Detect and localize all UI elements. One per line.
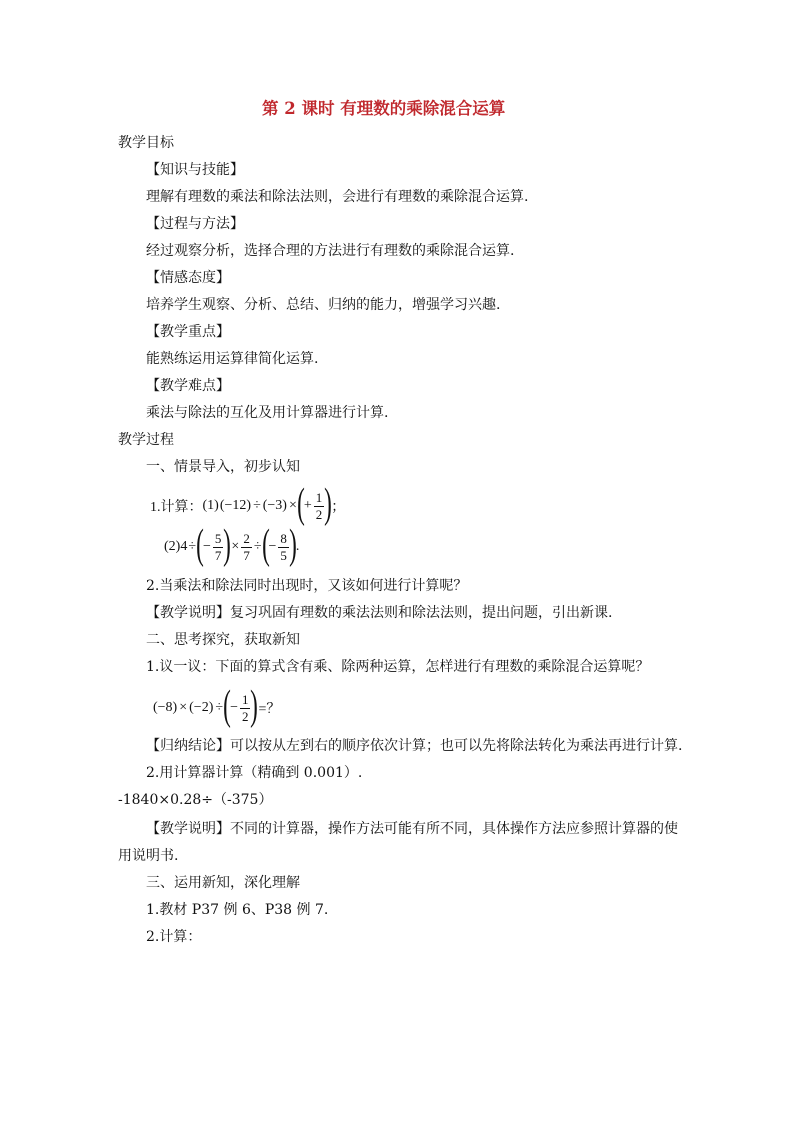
calc-1-term-a: (−12) [219,498,252,513]
question-2: 2.当乘法和除法同时出现时，又该如何进行计算呢？ [146,578,468,594]
key-heading: 【教学重点】 [146,324,230,340]
numerator: 1 [315,489,323,505]
teaching-note-1: 【教学说明】复习巩固有理数的乘法法则和除法法则，提出问题，引出新课. [146,605,613,621]
calculator-expression: -1840×0.28÷（-375） [118,792,273,808]
knowledge-heading: 【知识与技能】 [146,162,244,178]
minus-sign: − [230,700,238,715]
left-paren-icon: ( [223,683,231,729]
process-heading: 【过程与方法】 [146,216,244,232]
calc-1-expression [150,481,346,527]
calculator-task: 2.用计算器计算（精确到 0.001）. [146,765,363,781]
difficulty-text: 乘法与除法的互化及用计算器进行计算. [146,405,389,421]
key-text: 能熟练运用运算律简化运算. [146,351,319,367]
left-paren-icon: ( [297,481,305,527]
times-sign: × [179,700,188,715]
divide-sign: ÷ [253,498,261,513]
denominator: 2 [315,506,323,522]
divide-sign: ÷ [188,539,197,554]
divide-sign: ÷ [215,700,224,715]
section-1-heading: 一、情景导入，初步认知 [146,459,300,475]
emotion-heading: 【情感态度】 [146,270,230,286]
procedure-heading: 教学过程 [118,432,174,448]
numerator: 1 [241,691,249,707]
calculation-3-label: 2.计算： [146,929,202,945]
period: . [295,539,300,554]
right-paren-icon: ) [324,481,333,527]
fraction [278,531,289,564]
fraction [213,531,224,564]
knowledge-text: 理解有理数的乘法和除法法则，会进行有理数的乘除混合运算. [146,189,529,205]
denominator: 7 [214,547,222,563]
right-paren-icon: ) [250,683,259,729]
minus-sign: − [268,539,277,554]
denominator: 7 [243,547,250,563]
times-sign: × [288,498,297,513]
fraction [241,531,252,564]
section-2-heading: 二、思考探究，获取新知 [146,632,300,648]
objectives-heading: 教学目标 [118,135,174,151]
calc-2-expression [164,522,300,568]
expr-term-a: (−8) [153,700,178,715]
denominator: 5 [280,547,287,563]
times-sign: × [231,539,240,554]
fraction [240,692,251,725]
numerator: 2 [243,530,250,546]
calc-1-term-b: (−3) [262,498,287,513]
equals-question: =？ [258,702,281,717]
denominator: 2 [241,708,249,724]
calc-2-prefix: (2)4 [164,539,188,554]
teaching-note-2-line-2: 用说明书. [118,848,179,864]
teaching-note-2-line-1: 【教学说明】不同的计算器，操作方法可能有所不同，具体操作方法应参照计算器的使 [146,821,678,837]
textbook-reference: 1.教材 P37 例 6、P38 例 7. [146,902,329,918]
expr-term-b: (−2) [189,700,214,715]
process-text: 经过观察分析，选择合理的方法进行有理数的乘除混合运算. [146,243,515,259]
plus-sign: + [303,498,312,513]
discussion-expression [152,683,281,729]
difficulty-heading: 【教学难点】 [146,378,230,394]
right-paren-icon: ) [223,522,232,568]
page-title: 第 2 课时 有理数的乘除混合运算 [262,99,506,118]
section-3-heading: 三、运用新知，深化理解 [146,875,300,891]
conclusion: 【归纳结论】可以按从左到右的顺序依次计算；也可以先将除法转化为乘法再进行计算. [146,738,683,754]
emotion-text: 培养学生观察、分析、总结、归纳的能力，增强学习兴趣. [146,297,501,313]
numerator: 5 [214,530,222,546]
divide-sign: ÷ [253,539,262,554]
calc-1-label: 1.计算： [150,500,203,515]
left-paren-icon: ( [261,522,270,568]
calc-1-part-label: (1) [202,498,219,513]
semicolon: ； [331,500,346,515]
left-paren-icon: ( [196,522,204,568]
minus-sign: − [203,539,211,554]
discussion-prompt: 1.议一议：下面的算式含有乘、除两种运算，怎样进行有理数的乘除混合运算呢？ [146,659,650,675]
fraction [314,490,325,523]
right-paren-icon: ) [289,522,297,568]
numerator: 8 [280,530,287,546]
